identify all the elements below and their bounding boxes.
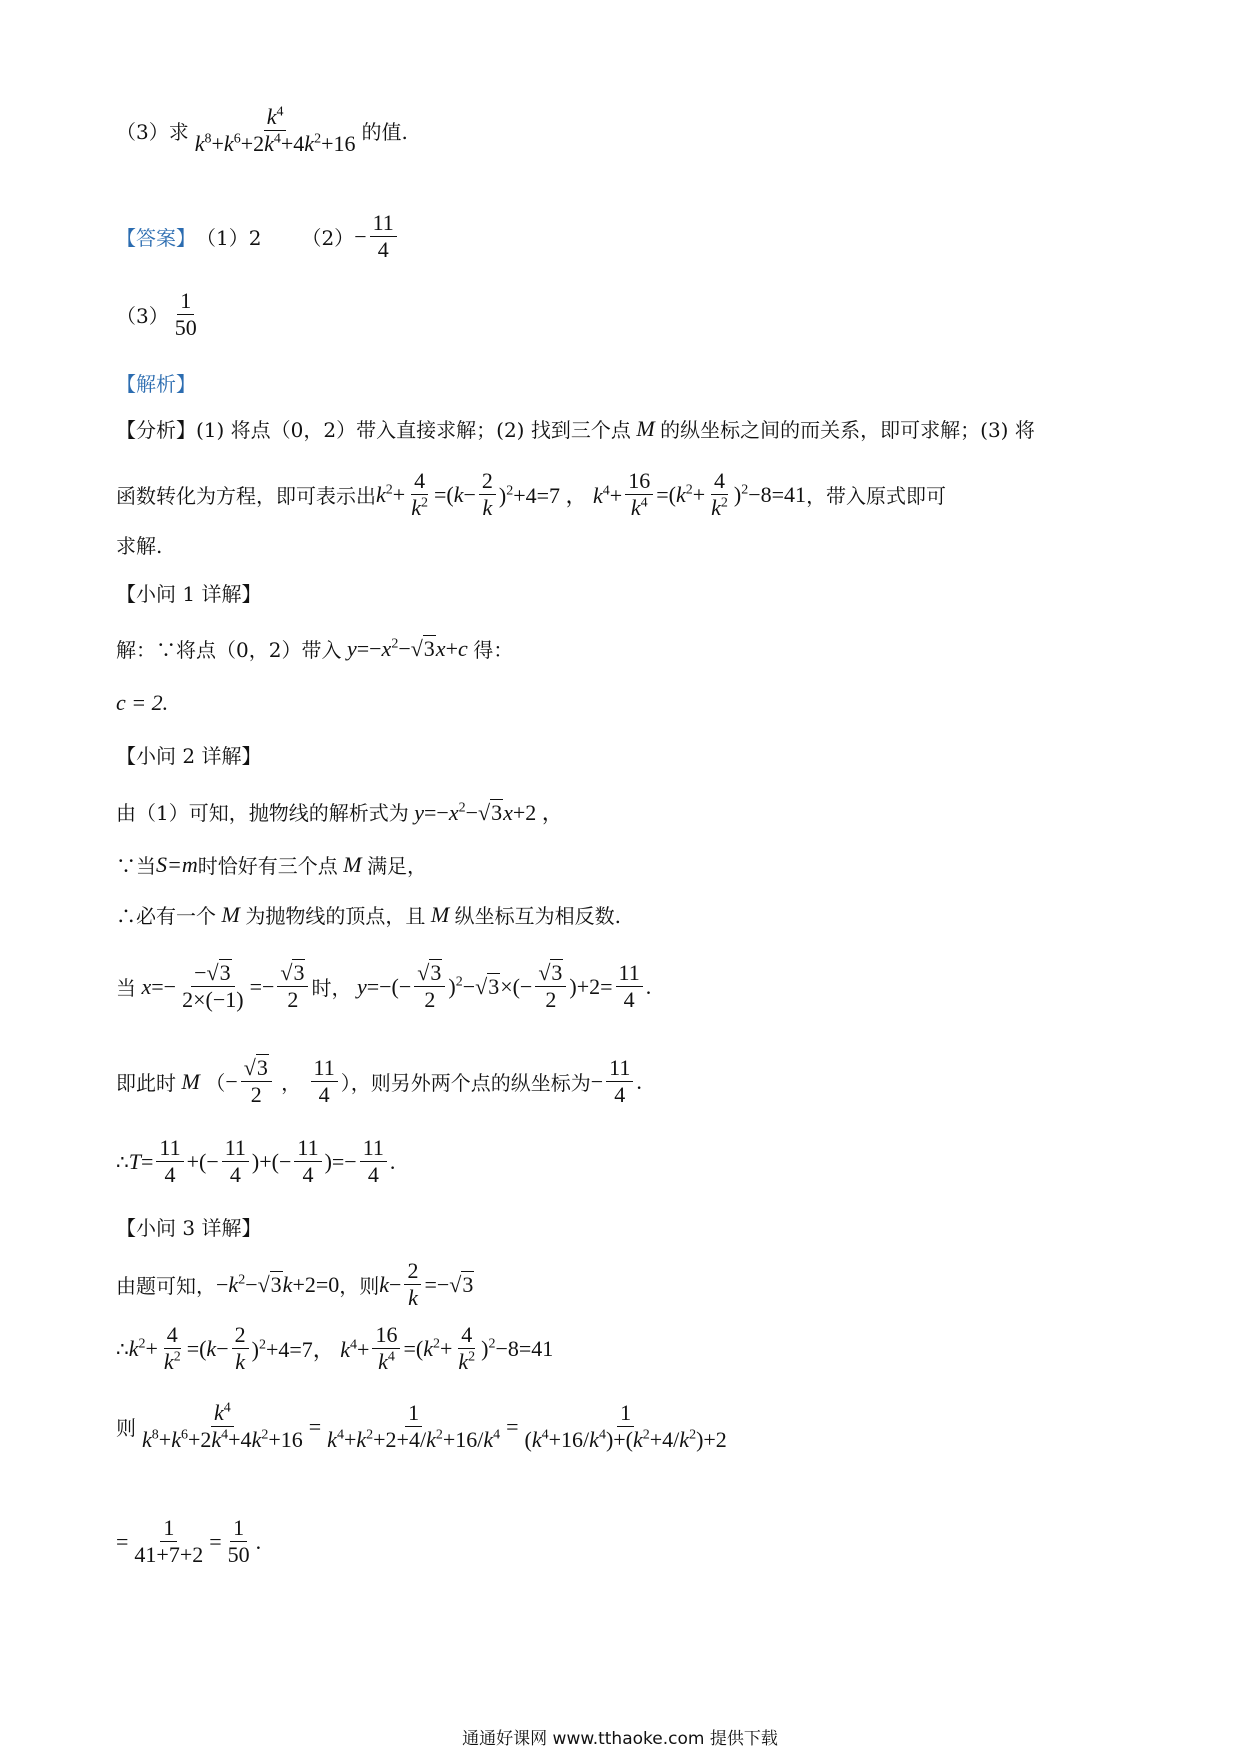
section-3-line-1: 由题可知， $-k^2-√3k+2=0$ ，则 k− $\frac{2}{k}$ =−√3 <box>116 1258 474 1311</box>
fenxi-line-3: 求解. <box>116 534 163 558</box>
section-3-title: 【小问 3 详解】 <box>116 1216 262 1240</box>
fenxi-line-2: 函数转化为方程，即可表示出 $k^2+$ $\frac{4}{k^2}$ =(k− $\frac{2}{k}$ )$^2$+4=7 ， $k^4+$ $\frac{16}{k^4}$ $=(k^2+$ $\frac{4}{k^2}$ )$^2$−8=41 ，带入原式即可 <box>116 468 947 521</box>
section-3-line-2: ∴ $k^2+$ $\frac{4}{k^2}$ =(k− $\frac{2}{k}$ )$^2$+4=7， $k^4+$ $\frac{16}{k^4}$ $=(k^2+$ $\frac{4}{k^2}$ )$^2$−8=41 <box>116 1322 554 1375</box>
footer: 通通好课网 www.tthaoke.com 提供下载 <box>462 1729 778 1749</box>
fraction: $k^4$ $k^8+k^6+2k^4+4k^2+16$ <box>194 104 356 157</box>
section-2-line-1: 由（1）可知，抛物线的解析式为 $y=-x^2-√3x+2$ ， <box>116 800 564 825</box>
section-3-line-3: 则 $\frac{k^4}{k^8+k^6+2k^4+4k^2+16}$ = $\frac{1}{k^4+k^2+2+4/k^2+16/k^4}$ = $\frac{1}{(k^4+16/k^4)+(k^2+4/k^2)+2}$ <box>116 1400 727 1453</box>
question-3: （3）求 $k^4$ $k^8+k^6+2k^4+4k^2+16$ 的值. <box>116 104 408 157</box>
section-1-result: c = 2. <box>116 690 169 715</box>
answer-tag: 【答案】 <box>116 226 196 251</box>
section-2-line-2: ∵当 S=m 时恰好有三个点 M 满足， <box>116 851 428 878</box>
section-1-line: 解：∵将点（0，2）带入 $y=-x^2-√3x+c$ 得： <box>116 635 514 662</box>
section-3-line-4: = $\frac{1}{41+7+2}$ = $\frac{1}{50}$ . <box>116 1515 262 1568</box>
section-2-title: 【小问 2 详解】 <box>116 744 262 768</box>
fenxi-line-1: 【分析】(1) 将点（0，2）带入直接求解；(2) 找到三个点 M 的纵坐标之间的而关系，即可求解；(3) 将 <box>116 415 1035 442</box>
answer-3: （3） 1 50 <box>116 288 197 341</box>
section-2-line-4: 当 x=− $\frac{-√3}{2\times(-1)}$ =− $\frac{√3}{2}$ 时， y=−(− $\frac{√3}{2}$ )$^2$−√3×(− $\frac{√3}{2}$ )+2= $\frac{11}{4}$ . <box>116 960 652 1013</box>
section-2-line-5: 即此时 M （ − $\frac{√3}{2}$ ， 11 4 ），则另外两个点的纵坐标为 − $\frac{11}{4}$ . <box>116 1055 642 1108</box>
answer-line: 【答案】 （1）2 （2） − $\frac{11}{4}$ <box>116 210 400 264</box>
analysis-tag: 【解析】 <box>116 372 196 396</box>
section-2-line-6: ∴ T= $\frac{11}{4}$ +(− $\frac{11}{4}$ )+(− $\frac{11}{4}$ )=− $\frac{11}{4}$ . <box>116 1135 396 1188</box>
section-2-line-3: ∴必有一个 M 为抛物线的顶点，且 M 纵坐标互为相反数. <box>116 901 622 928</box>
section-1-title: 【小问 1 详解】 <box>116 582 262 606</box>
